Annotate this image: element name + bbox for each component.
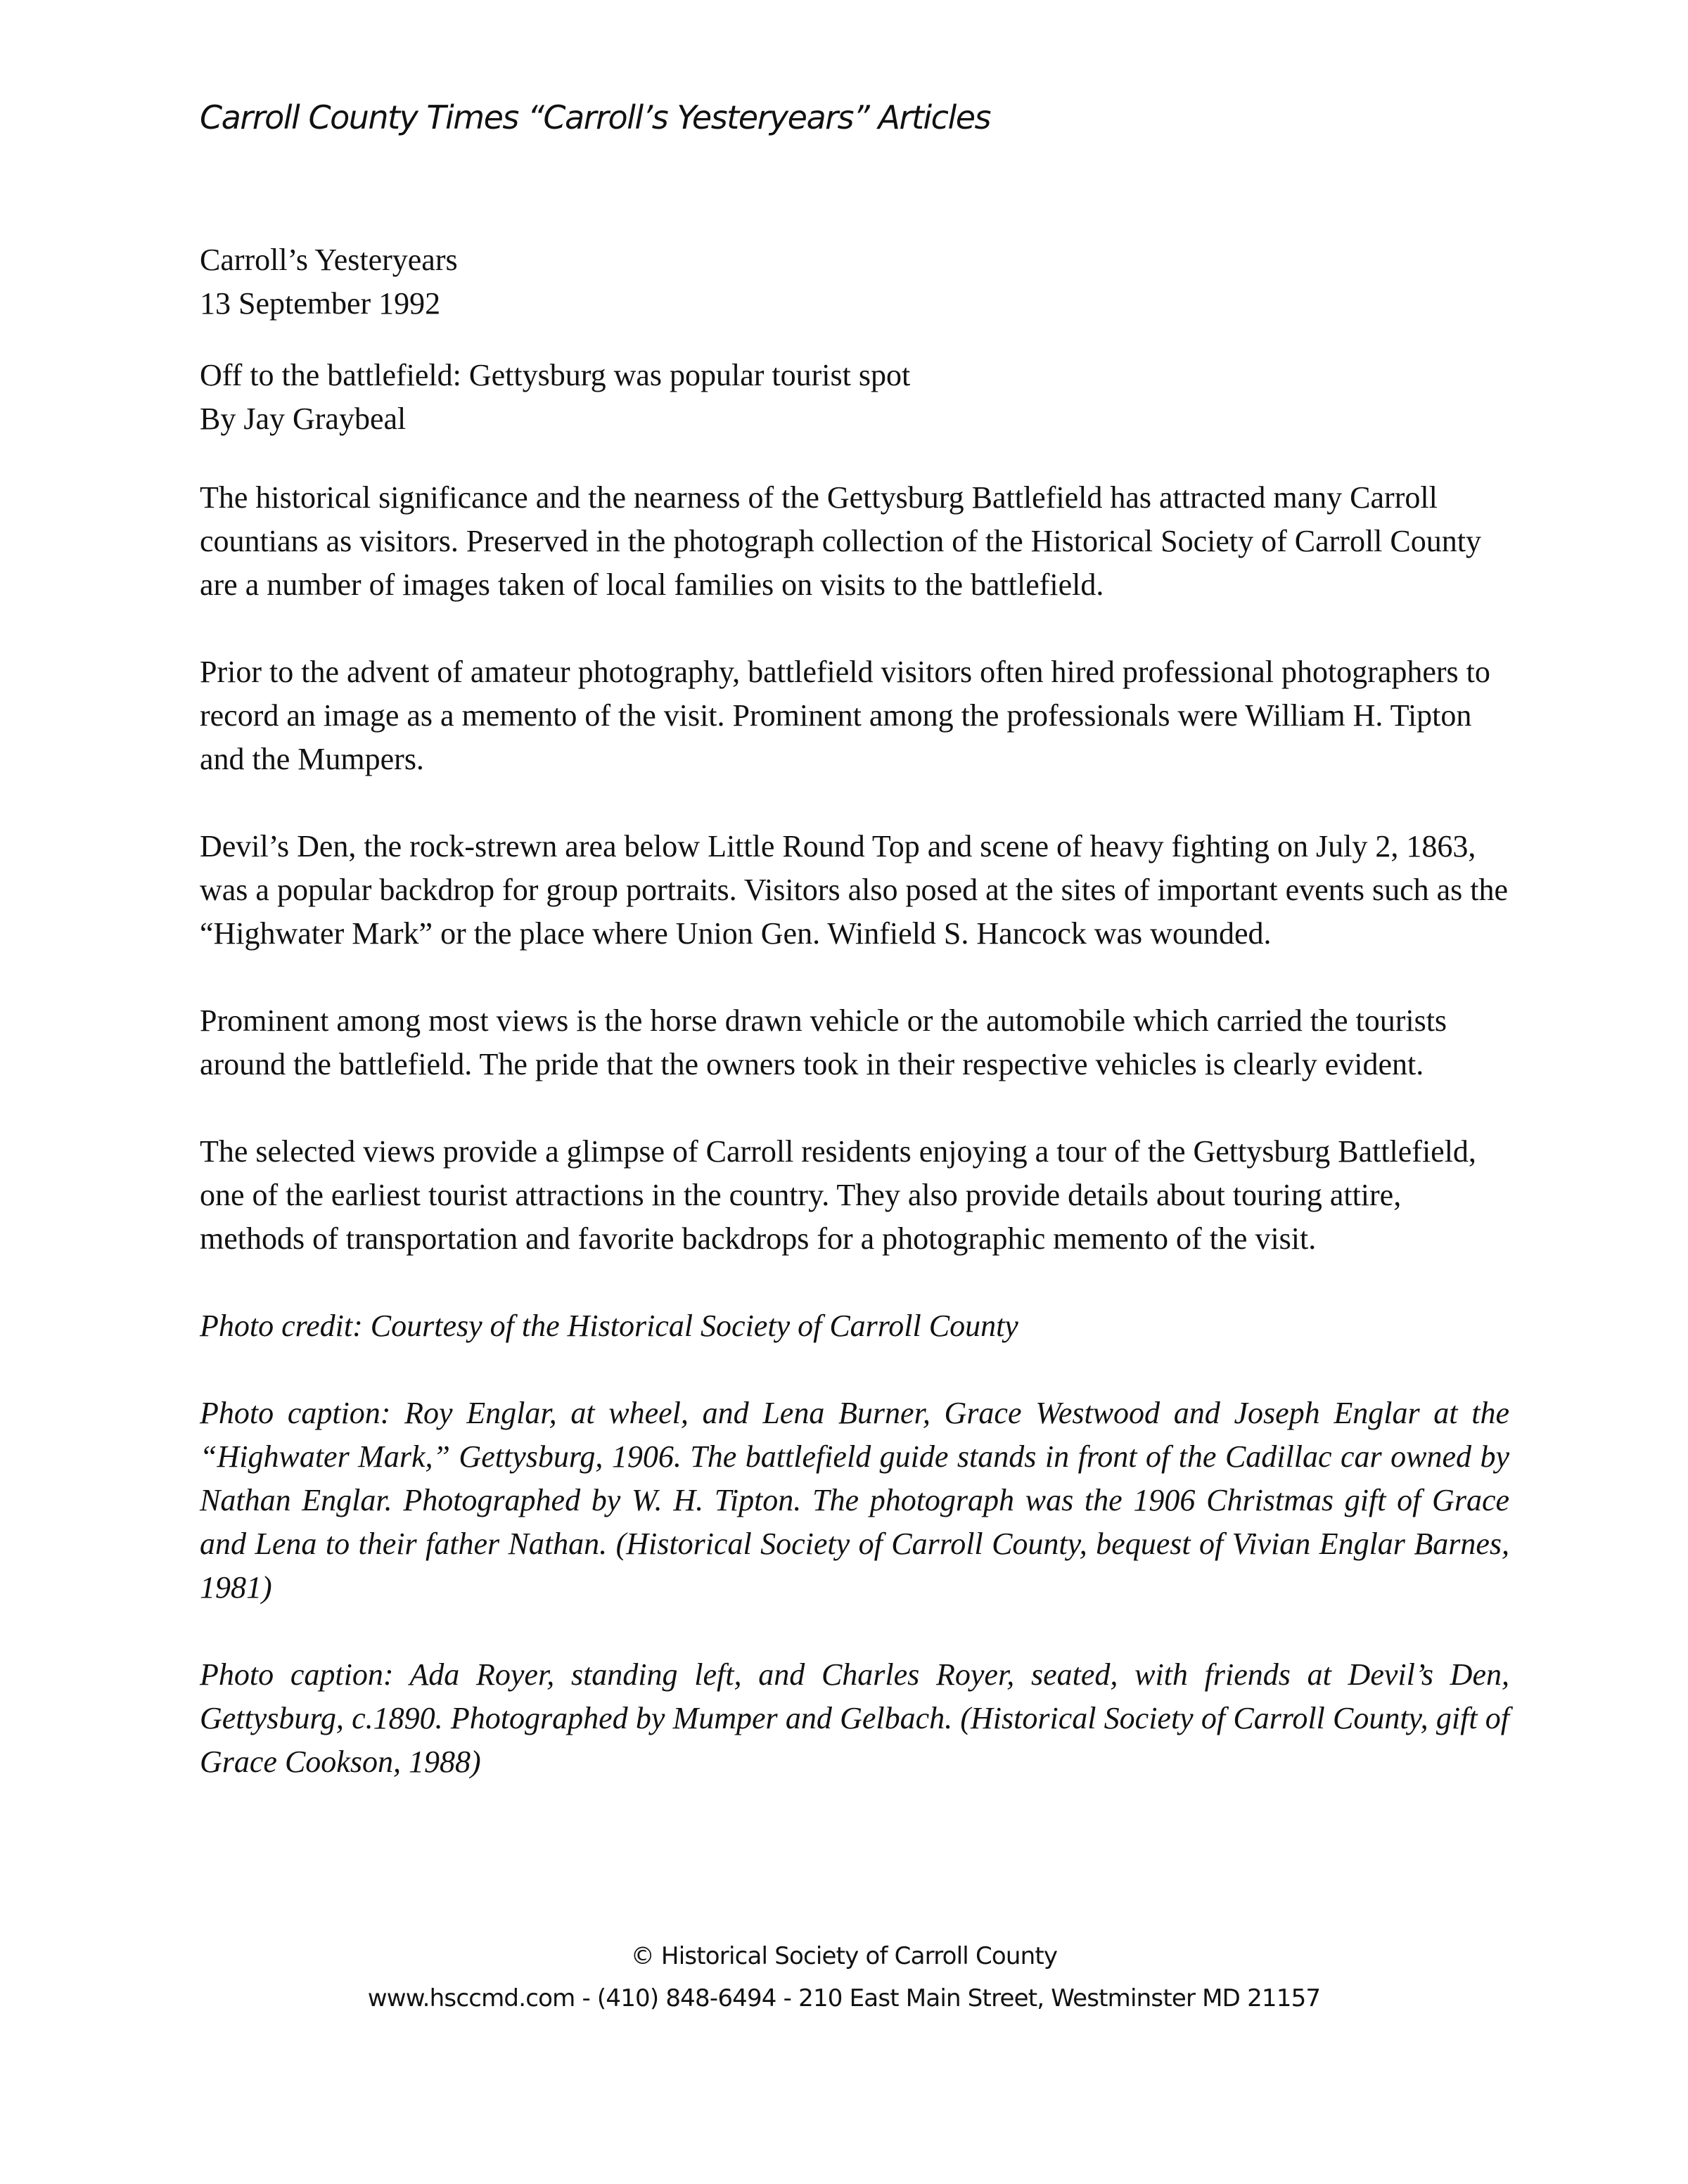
article-date: 13 September 1992 [200, 286, 441, 321]
footer-copyright: © Historical Society of Carroll County [630, 1942, 1058, 1970]
page-header-title: Carroll County Times “Carroll’s Yesteryears” Articles [200, 98, 991, 136]
paragraph: Prior to the advent of amateur photography, battlefield visitors often hired professional photographers to record an image as a memento of the visit. Prominent among the professionals were William H. Tipton and the Mumpers. [200, 655, 1490, 776]
footer-contact: www.hsccmd.com - (410) 848-6494 - 210 East Main Street, Westminster MD 21157 [367, 1984, 1321, 2012]
article-body [200, 238, 1509, 1828]
paragraph: The selected views provide a glimpse of Carroll residents enjoying a tour of the Gettysburg Battlefield, one of the earliest tourist attractions in the country. They also provide details about touring attire, methods of transportation and favorite backdrops for a photographic memento of the visit. [200, 1134, 1476, 1256]
article-headline: Off to the battlefield: Gettysburg was popular tourist spot [200, 358, 911, 392]
article-byline: By Jay Graybeal [200, 402, 407, 436]
paragraph: Prominent among most views is the horse drawn vehicle or the automobile which carried the tourists around the battlefield. The pride that the owners took in their respective vehicles is clearly evident. [200, 1003, 1447, 1081]
paragraph: Devil’s Den, the rock-strewn area below Little Round Top and scene of heavy fighting on July 2, 1863, was a popular backdrop for group portraits. Visitors also posed at the sites of important events such as the “Highwater Mark” or the place where Union Gen. Winfield S. Hancock was wounded. [200, 829, 1509, 951]
photo-caption: Photo caption: Roy Englar, at wheel, and Lena Burner, Grace Westwood and Joseph Englar at the “Highwater Mark,” Gettysburg, 1906. The battlefield guide stands in front of the Cadillac car owned by Nathan Englar. Photographed by W. H. Tipton. The photograph was the 1906 Christmas gift of Grace and Lena to their father Nathan. (Historical Society of Carroll County, bequest of Vivian Englar Barnes, 1981) [200, 1396, 1509, 1605]
photo-caption: Photo caption: Ada Royer, standing left, and Charles Royer, seated, with friends at Devil’s Den, Gettysburg, c.1890. Photographed by Mumper and Gelbach. (Historical Society of Carroll County, gift of Grace Cookson, 1988) [200, 1657, 1509, 1779]
page-footer [0, 1935, 1688, 2019]
photo-credit: Photo credit: Courtesy of the Historical Society of Carroll County [200, 1309, 1018, 1343]
column-name: Carroll’s Yesteryears [200, 243, 458, 277]
paragraph: The historical significance and the nearness of the Gettysburg Battlefield has attracted many Carroll countians as visitors. Preserved in the photograph collection of the Historical Society of Carroll County are a number of images taken of local families on visits to the battlefield. [200, 480, 1481, 602]
